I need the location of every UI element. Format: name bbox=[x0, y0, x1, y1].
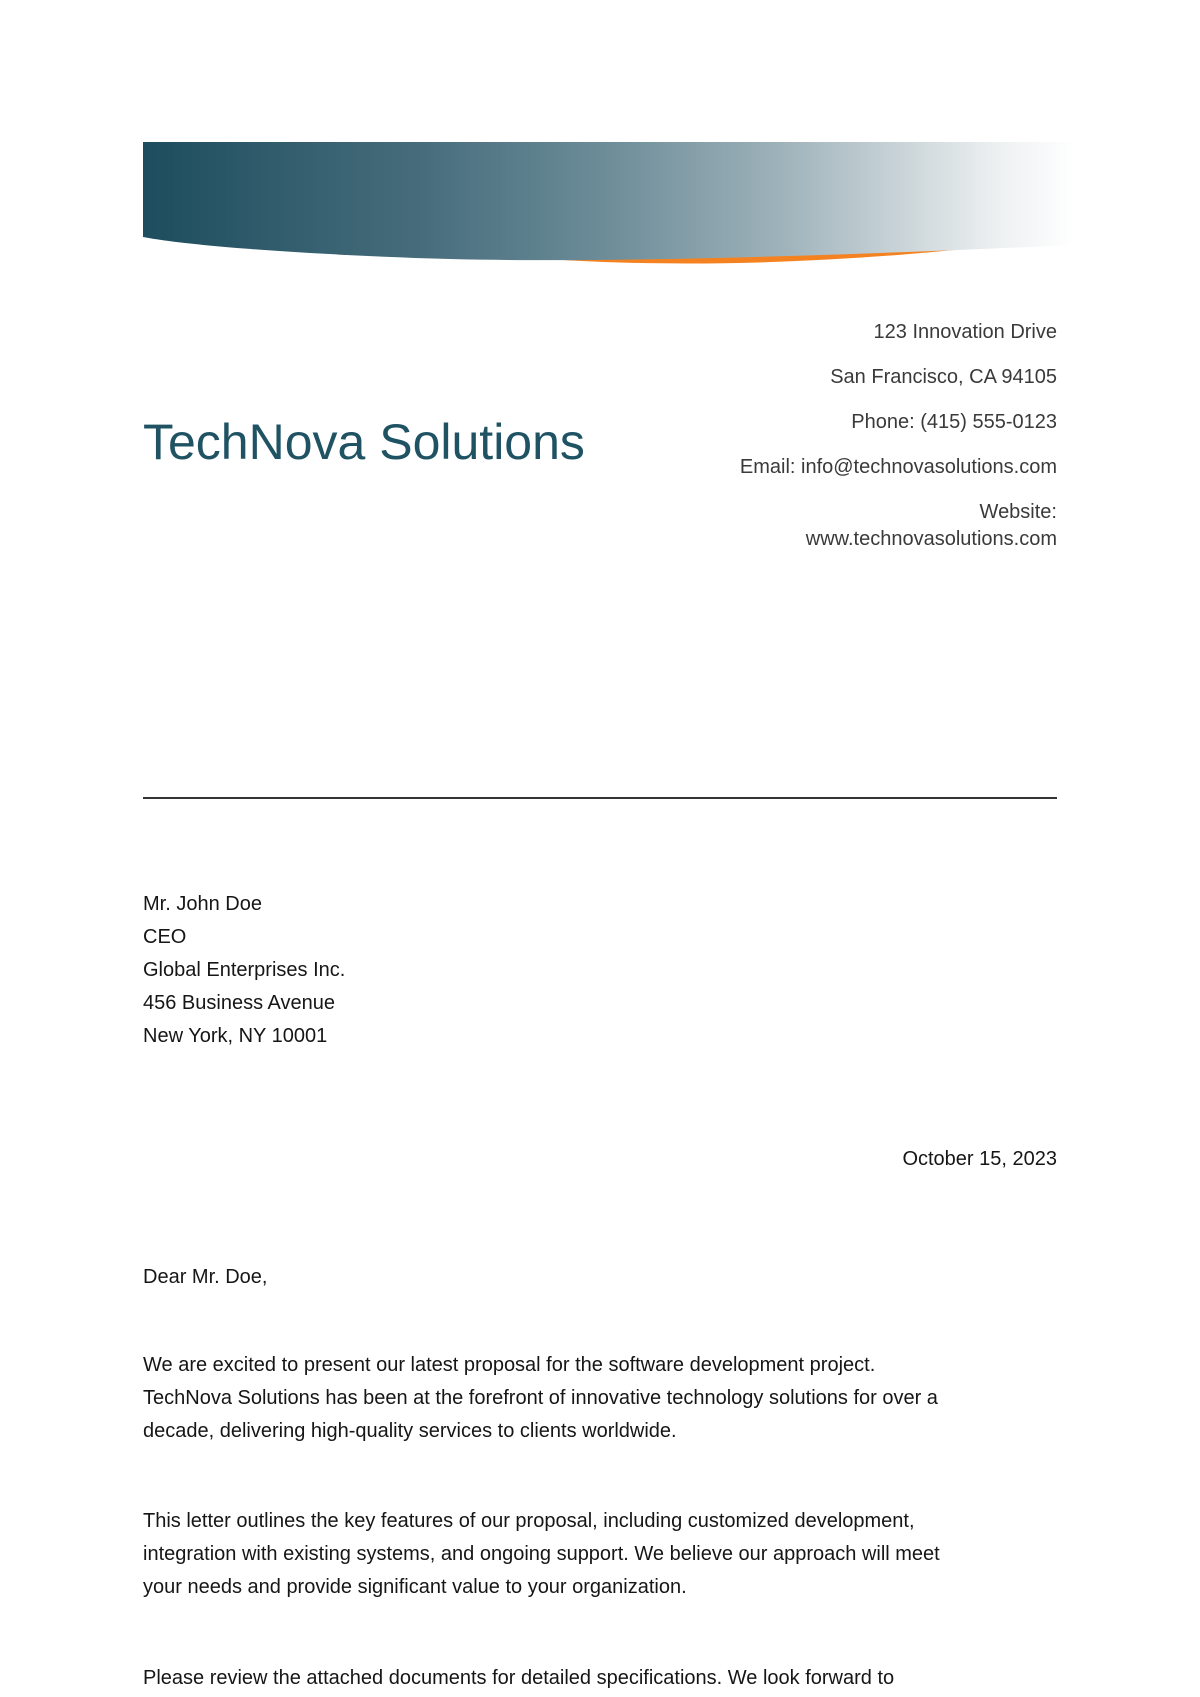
company-name: TechNova Solutions bbox=[143, 414, 585, 470]
header-banner-graphic bbox=[130, 142, 1075, 267]
header-divider-rule bbox=[143, 797, 1057, 799]
contact-email: Email: info@technovasolutions.com bbox=[739, 456, 1057, 478]
paragraph-line: This letter outlines the key features of our proposal, including customized development, bbox=[143, 1510, 915, 1532]
body-paragraph-1 bbox=[143, 1349, 1057, 1448]
recipient-city: New York, NY 10001 bbox=[143, 1025, 328, 1047]
paragraph-line: decade, delivering high-quality services to clients worldwide. bbox=[143, 1420, 677, 1442]
paragraph-line: Please review the attached documents for detailed specifications. We look forward to bbox=[143, 1667, 895, 1689]
paragraph-line: We are excited to present our latest proposal for the software development project. bbox=[143, 1354, 876, 1376]
contact-address-line2: San Francisco, CA 94105 bbox=[830, 366, 1057, 388]
paragraph-line: integration with existing systems, and ongoing support. We believe our approach will meet bbox=[143, 1543, 940, 1565]
contact-website-label: Website: bbox=[979, 501, 1057, 523]
recipient-company: Global Enterprises Inc. bbox=[143, 959, 346, 981]
paragraph-line: your needs and provide significant value to your organization. bbox=[143, 1576, 687, 1598]
contact-website-url: www.technovasolutions.com bbox=[805, 528, 1057, 550]
salutation: Dear Mr. Doe, bbox=[143, 1266, 268, 1288]
paragraph-line: TechNova Solutions has been at the forefront of innovative technology solutions for over a bbox=[143, 1387, 938, 1409]
letter-date: October 15, 2023 bbox=[902, 1148, 1057, 1170]
banner-swoosh bbox=[143, 142, 1075, 260]
recipient-address-block bbox=[143, 888, 345, 1053]
body-paragraph-2 bbox=[143, 1505, 1057, 1604]
recipient-title: CEO bbox=[143, 926, 187, 948]
body-paragraph-3 bbox=[143, 1662, 1057, 1695]
recipient-name: Mr. John Doe bbox=[143, 893, 262, 915]
contact-block bbox=[737, 319, 1057, 553]
contact-address-line1: 123 Innovation Drive bbox=[873, 321, 1057, 343]
recipient-street: 456 Business Avenue bbox=[143, 992, 336, 1014]
contact-phone: Phone: (415) 555-0123 bbox=[851, 411, 1057, 433]
